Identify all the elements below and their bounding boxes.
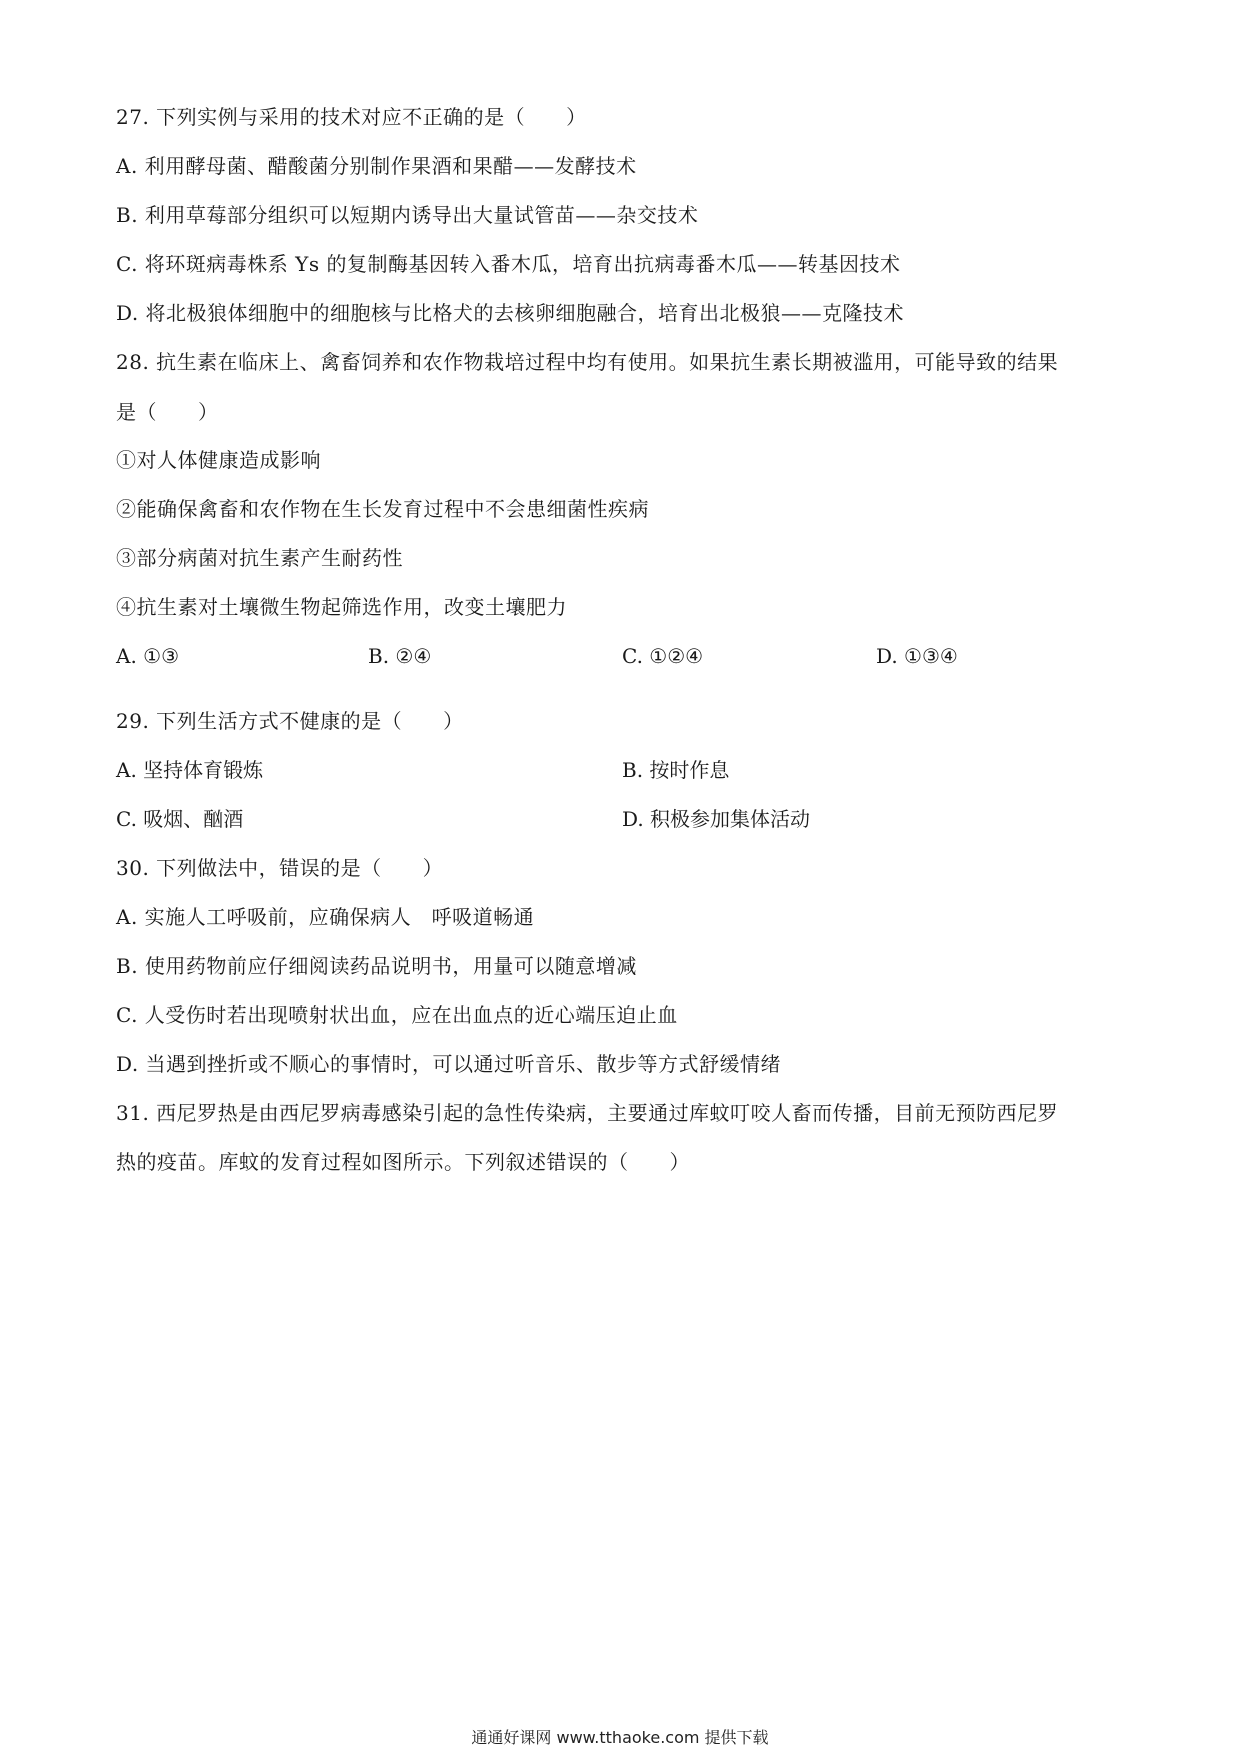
q27-option-d: D. 将北极狼体细胞中的细胞核与比格犬的去核卵细胞融合，培育出北极狼——克隆技术 [116, 301, 905, 325]
q30-option-c: C. 人受伤时若出现喷射状出血，应在出血点的近心端压迫止血 [116, 1003, 678, 1027]
q28-option-c: C. ①②④ [622, 644, 704, 668]
q29-option-b: B. 按时作息 [622, 758, 730, 782]
page-footer: 通通好课网 www.tthaoke.com 提供下载 [471, 1728, 769, 1747]
q31-stem-line2: 热的疫苗。库蚊的发育过程如图所示。下列叙述错误的（ ） [116, 1150, 690, 1174]
q28-statement-1: ①对人体健康造成影响 [116, 448, 321, 472]
q31-stem-line1: 31. 西尼罗热是由西尼罗病毒感染引起的急性传染病，主要通过库蚊叮咬人畜而传播，目前无预防西尼罗 [116, 1101, 1059, 1125]
q30-option-a: A. 实施人工呼吸前，应确保病人 呼吸道畅通 [116, 905, 535, 929]
q28-stem-line2: 是（ ） [116, 400, 219, 424]
q30-option-d: D. 当遇到挫折或不顺心的事情时，可以通过听音乐、散步等方式舒缓情绪 [116, 1052, 782, 1076]
q27-option-c: C. 将环斑病毒株系 Ys 的复制酶基因转入番木瓜，培育出抗病毒番木瓜——转基因技术 [116, 252, 901, 276]
q27-option-b: B. 利用草莓部分组织可以短期内诱导出大量试管苗——杂交技术 [116, 203, 699, 227]
q28-statement-2: ②能确保禽畜和农作物在生长发育过程中不会患细菌性疾病 [116, 497, 649, 521]
q29-option-c: C. 吸烟、酗酒 [116, 807, 244, 831]
q28-option-b: B. ②④ [368, 644, 432, 668]
q28-statement-4: ④抗生素对土壤微生物起筛选作用，改变土壤肥力 [116, 595, 567, 619]
q27-stem: 27. 下列实例与采用的技术对应不正确的是（ ） [116, 105, 587, 129]
q28-statement-3: ③部分病菌对抗生素产生耐药性 [116, 546, 403, 570]
q29-option-d: D. 积极参加集体活动 [622, 807, 811, 831]
q29-option-a: A. 坚持体育锻炼 [116, 758, 264, 782]
q28-option-a: A. ①③ [116, 644, 180, 668]
q27-option-a: A. 利用酵母菌、醋酸菌分别制作果酒和果醋——发酵技术 [116, 154, 637, 178]
q28-stem-line1: 28. 抗生素在临床上、禽畜饲养和农作物栽培过程中均有使用。如果抗生素长期被滥用，可能导致的结果 [116, 350, 1059, 374]
q30-option-b: B. 使用药物前应仔细阅读药品说明书，用量可以随意增减 [116, 954, 637, 978]
q30-stem: 30. 下列做法中，错误的是（ ） [116, 856, 444, 880]
q28-option-d: D. ①③④ [876, 644, 958, 668]
q29-stem: 29. 下列生活方式不健康的是（ ） [116, 709, 464, 733]
